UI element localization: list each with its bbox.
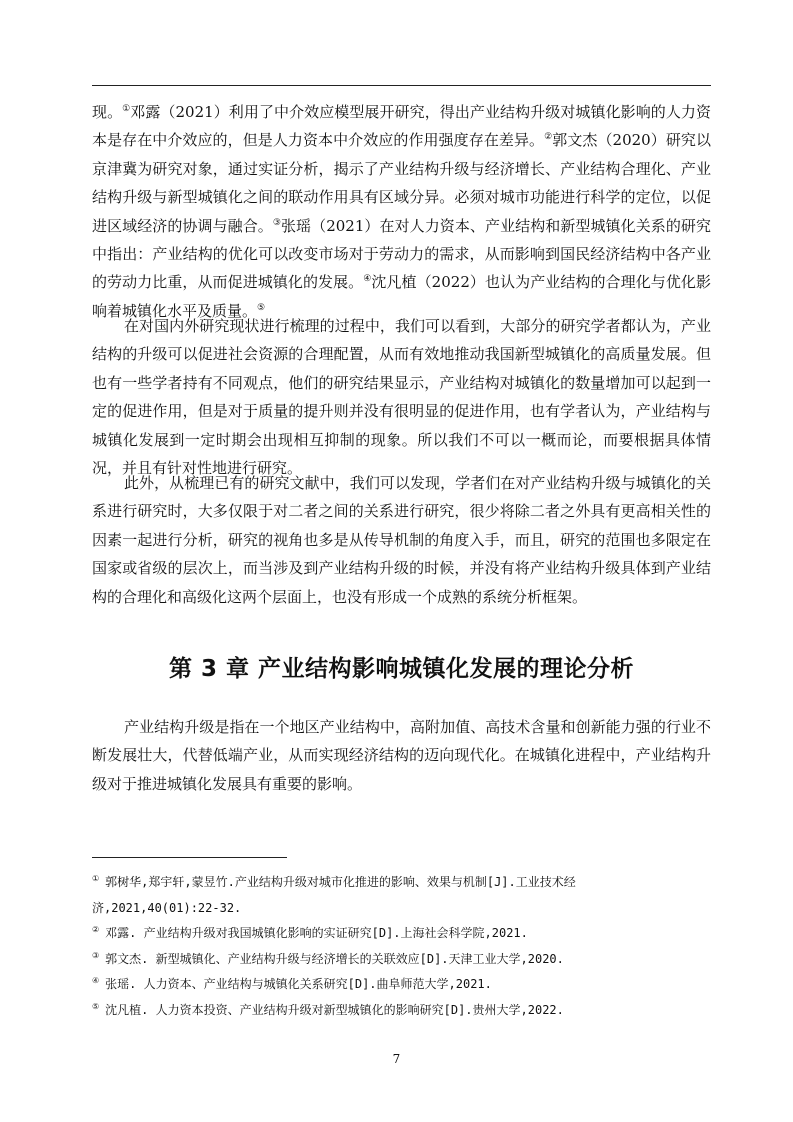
body-text-run: 现。 [92,103,123,121]
footnote-text: 邓露. 产业结构升级对我国城镇化影响的实证研究[D].上海社会科学院,2021. [105,926,528,940]
body-paragraph-literature-summary: 在对国内外研究现状进行梳理的过程中，我们可以看到，大部分的研究学者都认为，产业结构的升级可以促进社会资源的合理配置，从而有效地推动我国新型城镇化的高质量发展。但也有一些学者持有不同观点，他们的研究结果显示，产业结构对城镇化的数量增加可以起到一定的促进作用，但是对于质量的提升则并没有很明显的促进作用，也有学者认为，产业结构与城镇化发展到一定时期会出现相互抑制的现象。所以我们不可以一概而论，而要根据具体情况，并且有针对性地进行研究。 [92,317,711,478]
footnote-mark: ④ [92,976,100,985]
footnote-reference-mark: ① [122,104,131,114]
footnote-reference-mark: ⑤ [257,302,266,313]
footnote-line [92,896,711,922]
footnote-mark: ① [92,874,100,883]
body-paragraph-continued [92,98,711,325]
footnote-text: 郭文杰. 新型城镇化、产业结构升级与经济增长的关联效应[D].天津工业大学,2020. [105,951,564,966]
body-paragraph-chapter-intro: 产业结构升级是指在一个地区产业结构中，高附加值、高技术含量和创新能力强的行业不断发展壮大，代替低端产业，从而实现经济结构的迈向现代化。在城镇化进程中，产业结构升级对于推进城镇化发展具有重要的影响。 [92,718,711,793]
footnote-text: 张瑶. 人力资本、产业结构与城镇化关系研究[D].曲阜师范大学,2021. [105,977,492,991]
footnote-text: 济,2021,40(01):22-32. [92,900,242,915]
footnote-line [92,947,711,973]
footnote-reference-mark: ③ [272,217,281,228]
footnote-text: 郭树华,郑宇轩,蒙昱竹.产业结构升级对城市化推进的影响、效果与机制[J].工业技术经 [105,875,576,889]
footnotes [92,870,711,1023]
chapter-heading: 第 3 章 产业结构影响城镇化发展的理论分析 [168,656,635,682]
footnote-line [92,870,711,896]
body-paragraph-research-gap: 此外，从梳理已有的研究文献中，我们可以发现，学者们在对产业结构升级与城镇化的关系进行研究时，大多仅限于对二者之间的关系进行研究，很少将除二者之外具有更高相关性的因素一起进行分析，研究的视角也多是从传导机制的角度入手，而且，研究的范围也多限定在国家或省级的层次上，而当涉及到产业结构升级的时候，并没有将产业结构升级具体到产业结构的合理化和高级化这两个层面上，也没有形成一个成熟的系统分析框架。 [92,474,711,606]
footnote-line [92,921,711,947]
footnote-text: 沈凡植. 人力资本投资、产业结构升级对新型城镇化的影响研究[D].贵州大学,2022. [105,1002,564,1017]
footnote-line [92,998,711,1024]
footnote-reference-mark: ④ [363,274,372,285]
header-rule [92,85,711,86]
body-text-run: 邓露（2021）利用了中介效应模型展开研究，得出产业结构升级对城镇化影响的人力资本是存在中介效应的，但是人力资本中介效应的作用强度存在差异。 [92,103,711,150]
body-text-run: 张瑶（2021）在对人力资本、产业结构和新型城镇化关系的研究中指出：产业结构的优化可以改变市场对于劳动力的需求，从而影响到国民经济结构中各产业的劳动力比重，从而促进城镇化的发展。 [92,216,711,292]
footnote-mark: ⑤ [92,1001,100,1011]
footnote-reference-mark: ② [544,132,553,143]
body-text-run: 沈凡植（2022）也认为产业结构的合理化与优化影响着城镇化水平及质量。 [92,273,711,320]
footnote-mark: ② [92,925,100,934]
footnote-rule [92,857,287,858]
footnote-line [92,972,711,998]
footnote-mark: ③ [92,950,100,960]
body-text-run: 郭文杰（2020）研究以京津冀为研究对象，通过实证分析，揭示了产业结构升级与经济增长、产业结构合理化、产业结构升级与新型城镇化之间的联动作用具有区域分异。必须对城市功能进行科学的定位，以促进区域经济的协调与融合。 [92,131,711,235]
page-number: 7 [392,1052,401,1066]
